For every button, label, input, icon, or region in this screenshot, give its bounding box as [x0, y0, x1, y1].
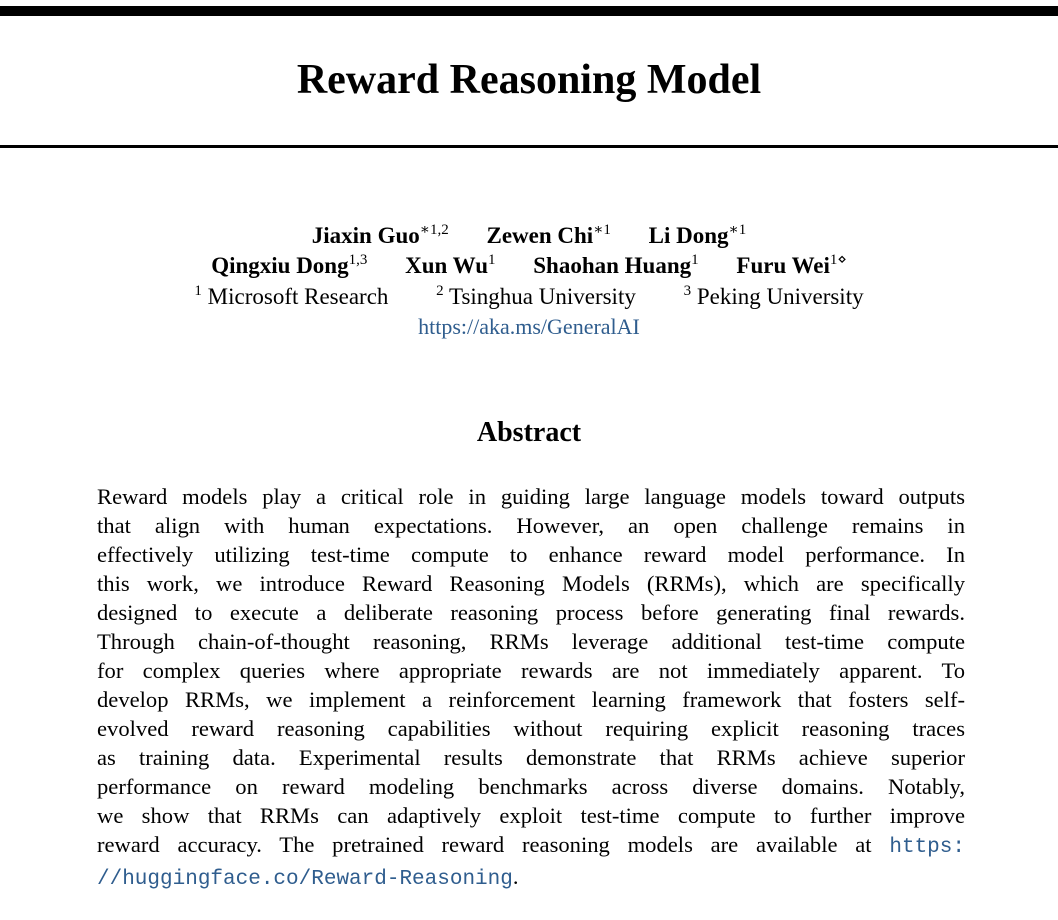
abstract-last-line: [97, 862, 965, 894]
abstract-period: .: [512, 864, 519, 889]
affiliation: $^1$ Microsoft Research: [194, 283, 389, 309]
huggingface-link-part2[interactable]: //huggingface.co/Reward-Reasoning: [97, 868, 513, 891]
abstract-line: we show that RRMs can adaptively exploit test-time compute to further improve: [97, 803, 965, 828]
affiliations: [0, 282, 1058, 312]
abstract-heading: Abstract: [476, 417, 582, 448]
abstract-line: that align with human expectations. However, an open challenge remains in: [97, 513, 965, 538]
author: Furu Wei$^{1⋄}$: [736, 252, 847, 278]
author: Zewen Chi$^{∗1}$: [486, 222, 611, 248]
abstract-line: for complex queries where appropriate rewards are not immediately apparent. To: [97, 658, 965, 683]
huggingface-link-part1[interactable]: https:: [889, 836, 965, 859]
homepage-link[interactable]: https://aka.ms/GeneralAI: [418, 314, 640, 339]
title-rule: [0, 145, 1058, 148]
top-rule: [0, 6, 1058, 16]
abstract-line: effectively utilizing test-time compute to enhance reward model performance. In: [97, 542, 965, 567]
abstract-line: develop RRMs, we implement a reinforcement learning framework that fosters self-: [97, 687, 965, 712]
abstract-line: this work, we introduce Reward Reasoning Models (RRMs), which are specifically: [97, 571, 965, 596]
author: Jiaxin Guo$^{∗1,2}$: [311, 222, 449, 248]
author: Xun Wu$^1$: [405, 252, 496, 278]
abstract-line: designed to execute a deliberate reasoning process before generating final rewards.: [97, 600, 965, 625]
abstract-line: Through chain-of-thought reasoning, RRMs leverage additional test-time compute: [97, 629, 965, 654]
abstract-line: as training data. Experimental results demonstrate that RRMs achieve superior: [97, 745, 965, 770]
authors-line-1: [0, 221, 1058, 251]
abstract-line: Reward models play a critical role in guiding large language models toward outputs: [97, 484, 965, 509]
abstract-line: reward accuracy. The pretrained reward reasoning models are available at: [97, 832, 872, 857]
affiliation: $^3$ Peking University: [683, 283, 864, 309]
affiliation: $^2$ Tsinghua University: [436, 283, 636, 309]
author: Shaohan Huang$^1$: [533, 252, 699, 278]
author: Qingxiu Dong$^{1,3}$: [211, 252, 368, 278]
abstract-line: evolved reward reasoning capabilities without requiring explicit reasoning traces: [97, 716, 965, 741]
abstract-line: performance on reward modeling benchmarks across diverse domains. Notably,: [97, 774, 965, 799]
author: Li Dong$^{∗1}$: [648, 222, 747, 248]
abstract-body: [97, 482, 965, 894]
authors-line-2: [0, 251, 1058, 281]
abstract-line-with-link: [97, 830, 965, 862]
paper-title: Reward Reasoning Model: [296, 57, 762, 103]
